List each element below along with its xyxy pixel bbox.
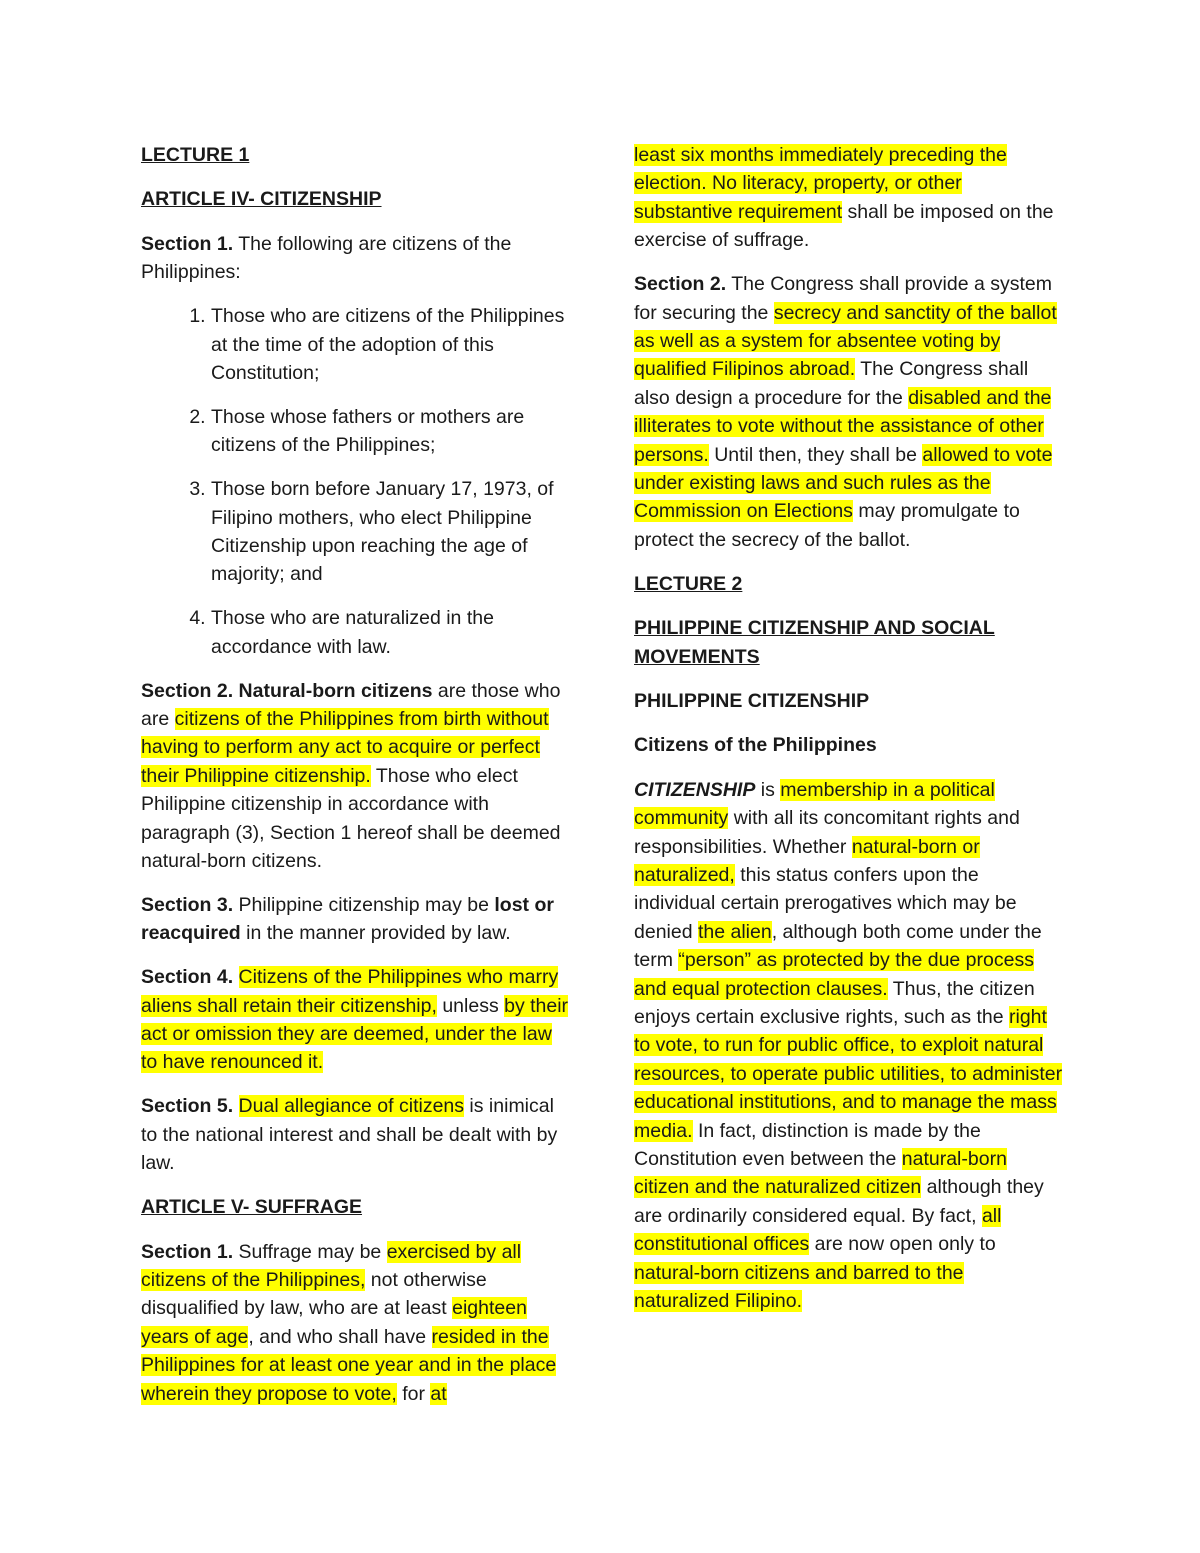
highlight: by their act or omission they are deemed, under the law to have renounced it. bbox=[141, 994, 569, 1074]
lecture-2-heading: LECTURE 2 bbox=[634, 572, 743, 595]
citizenship-section-2: Section 2. Natural-born citizens are those who are citizens of the Philippines from birth without having to perform any act to acquire or perfect their Philippine citizenship. Those who elect Philippine citizenship in accordance with paragraph (3), Section 1 hereof shall be deemed natural-born citizens. bbox=[141, 679, 561, 873]
highlight: least six months immediately preceding the election. No literacy, property, or other substantive requirement bbox=[634, 144, 1007, 223]
citizenship-section-5: Section 5. Dual allegiance of citizens is inimical to the national interest and shall be dealt with by law. bbox=[141, 1095, 558, 1175]
suffrage-section-2: Section 2. The Congress shall provide a system for securing the secrecy and sanctity of the ballot as well as a system for absentee voting by qualified Filipinos abroad. The Congress shall also design a procedure for the disabled and the illiterates to vote without the assistance of other persons. Until then, they shall be allowed to vote under existing laws and such rules as the Commission on Elections may promulgate to protect the secrecy of the ballot. bbox=[634, 273, 1057, 551]
highlight: right to vote, to run for public office, to exploit natural resources, to operate public utilities, to administer educational institutions, and to manage the mass media. bbox=[634, 1005, 1063, 1142]
right-column bbox=[634, 141, 1064, 1331]
citizens-of-the-philippines-heading: Citizens of the Philippines bbox=[634, 734, 877, 757]
highlight: allowed to vote under existing laws and such rules as the Commission on Elections bbox=[634, 443, 1053, 523]
highlight: Citizens of the Philippines who marry aliens shall retain their citizenship, bbox=[141, 966, 559, 1017]
highlight: natural-born citizens and barred to the naturalized Filipino. bbox=[634, 1261, 964, 1313]
highlight: Dual allegiance of citizens bbox=[238, 1095, 465, 1118]
citizenship-section-3: Section 3. Philippine citizenship may be lost or reacquired in the manner provided by law. bbox=[141, 893, 554, 945]
highlight: membership in a political community bbox=[634, 778, 995, 830]
lecture-1-heading: LECTURE 1 bbox=[141, 144, 250, 166]
citizenship-section-1: Section 1. The following are citizens of the Philippines: bbox=[141, 232, 512, 284]
citizenship-definition: CITIZENSHIP is membership in a political community with all its concomitant rights and responsibilities. Whether natural-born or naturalized, this status confers upon the individual certain prerogatives which may be denied the alien, although both come under the term “person” as protected by the due process and equal protection clauses. Thus, the citizen enjoys certain exclusive rights, such as the right to vote, to run for public office, to exploit natural resources, to operate public utilities, to administer educational institutions, and to manage the mass media. In fact, distinction is made by the Constitution even between the natural-born citizen and the naturalized citizen although they are ordinarily considered equal. By fact, all constitutional offices are now open only to natural-born citizens and barred to the naturalized Filipino. bbox=[634, 778, 1063, 1313]
highlight: “person” as protected by the due process and equal protection clauses. bbox=[634, 949, 1034, 1000]
highlight: secrecy and sanctity of the ballot as well as a system for absentee voting by qualified Filipinos abroad. bbox=[634, 301, 1057, 381]
list-item: 3. Those born before January 17, 1973, of Filipino mothers, who elect Philippine Citizenship upon reaching the age of majority; and bbox=[211, 475, 571, 589]
left-column bbox=[141, 141, 571, 1423]
highlight: natural-born or naturalized, bbox=[634, 835, 980, 886]
article-iv-heading: ARTICLE IV- CITIZENSHIP bbox=[141, 188, 382, 211]
suffrage-section-1: Section 1. Suffrage may be exercised by all citizens of the Philippines, not otherwise disqualified by law, who are at least eighteen years of age, and who shall have resided in the Philippines for at least one year and in the place wherein they propose to vote, for at bbox=[141, 1240, 557, 1405]
article-v-heading: ARTICLE V- SUFFRAGE bbox=[141, 1196, 363, 1219]
highlight: at bbox=[430, 1382, 447, 1405]
citizens-list bbox=[141, 302, 571, 661]
citizenship-section-4: Section 4. Citizens of the Philippines who marry aliens shall retain their citizenship, unless by their act or omission they are deemed, under the law to have renounced it. bbox=[141, 966, 569, 1074]
highlight: natural-born citizen and the naturalized citizen bbox=[634, 1148, 1007, 1199]
suffrage-section-1-continued: least six months immediately preceding the election. No literacy, property, or other substantive requirement shall be imposed on the exercise of suffrage. bbox=[634, 144, 1054, 252]
highlight: citizens of the Philippines from birth without having to perform any act to acquire or perfect their Philippine citizenship. bbox=[141, 708, 549, 787]
lecture-2-title: PHILIPPINE CITIZENSHIP AND SOCIAL MOVEMENTS bbox=[634, 617, 995, 668]
list-item: 4. Those who are naturalized in the accordance with law. bbox=[211, 604, 571, 661]
section-label: Section 1. bbox=[141, 232, 234, 255]
highlight: disabled and the illiterates to vote without the assistance of other persons. bbox=[634, 386, 1052, 466]
list-item: 1. Those who are citizens of the Philippines at the time of the adoption of this Constitution; bbox=[211, 302, 571, 387]
highlight: exercised by all citizens of the Philippines, bbox=[141, 1240, 522, 1291]
highlight: all constitutional offices bbox=[634, 1204, 1002, 1256]
highlight: the alien bbox=[697, 920, 772, 943]
highlight: resided in the Philippines for at least one year and in the place wherein they propose to vote, bbox=[141, 1325, 557, 1405]
highlight: eighteen years of age bbox=[141, 1297, 527, 1348]
list-item: 2. Those whose fathers or mothers are citizens of the Philippines; bbox=[211, 403, 571, 460]
citizenship-term: CITIZENSHIP bbox=[634, 778, 756, 801]
philippine-citizenship-heading: PHILIPPINE CITIZENSHIP bbox=[634, 689, 870, 712]
